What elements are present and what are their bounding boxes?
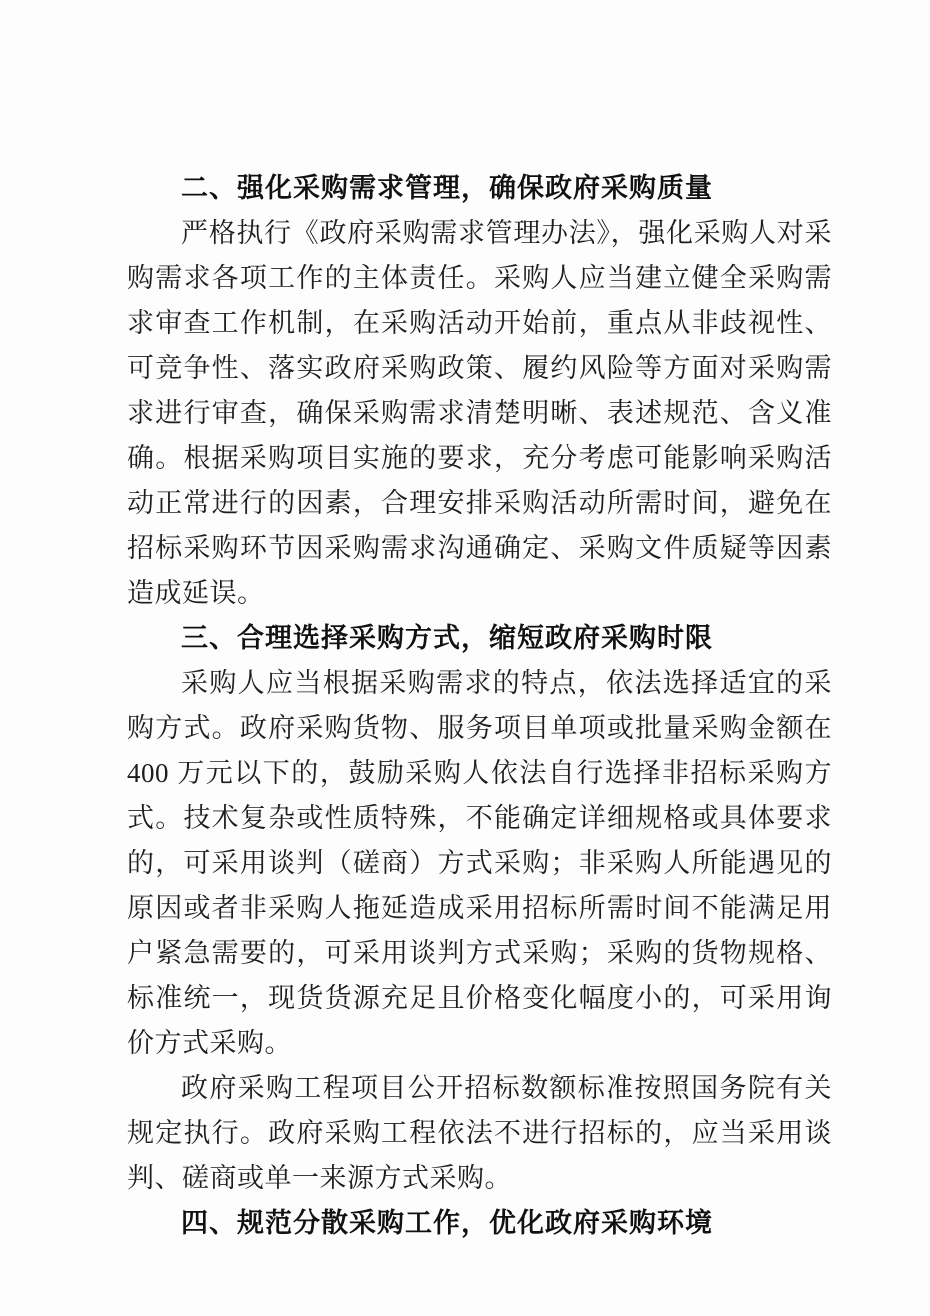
section-heading-2: 二、强化采购需求管理，确保政府采购质量 [181, 173, 713, 203]
paragraph: 政府采购工程项目公开招标数额标准按照国务院有关规定执行。政府采购工程依法不进行招标的，应当采用谈判、磋商或单一来源方式采购。 [127, 1073, 832, 1193]
paragraph: 严格执行《政府采购需求管理办法》，强化采购人对采购需求各项工作的主体责任。采购人应当建立健全采购需求审查工作机制，在采购活动开始前，重点从非歧视性、可竞争性、落实政府采购政策、履约风险等方面对采购需求进行审查，确保采购需求清楚明晰、表述规范、含义准确。根据采购项目实施的要求，充分考虑可能影响采购活动正常进行的因素，合理安排采购活动所需时间，避免在招标采购环节因采购需求沟通确定、采购文件质疑等因素造成延误。 [127, 218, 832, 608]
document-content [127, 166, 832, 1246]
section-heading-3: 三、合理选择采购方式，缩短政府采购时限 [181, 623, 713, 653]
section-heading-4: 四、规范分散采购工作，优化政府采购环境 [181, 1208, 713, 1238]
paragraph: 采购人应当根据采购需求的特点，依法选择适宜的采购方式。政府采购货物、服务项目单项或批量采购金额在 400 万元以下的，鼓励采购人依法自行选择非招标采购方式。技术复杂或性质特殊，不能确定详细规格或具体要求的，可采用谈判（磋商）方式采购；非采购人所能遇见的原因或者非采购人拖延造成采用招标所需时间不能满足用户紧急需要的，可采用谈判方式采购；采购的货物规格、标准统一，现货货源充足且价格变化幅度小的，可采用询价方式采购。 [127, 668, 832, 1058]
